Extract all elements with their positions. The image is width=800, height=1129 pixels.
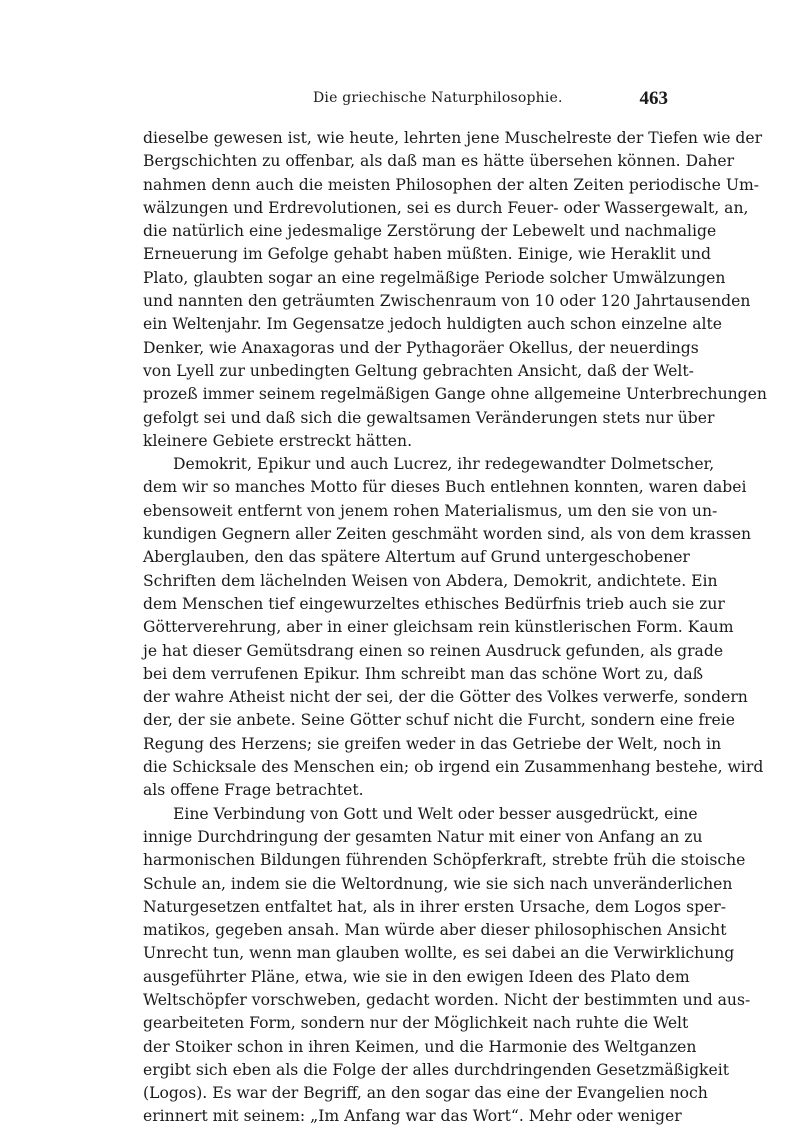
text-line: gefolgt sei und daß sich die gewaltsamen Veränderungen stets nur über xyxy=(143,408,715,427)
text-line: Denker, wie Anaxagoras und der Pythagoräer Okellus, der neuerdings xyxy=(143,338,699,357)
text-line: Unrecht tun, wenn man glauben wollte, es sei dabei an die Verwirklichung xyxy=(143,944,735,963)
text-line: Aberglauben, den das spätere Altertum auf Grund untergeschobener xyxy=(143,548,690,567)
text-line: von Lyell zur unbedingten Geltung gebrachten Ansicht, daß der Welt- xyxy=(143,361,694,380)
text-line: kundigen Gegnern aller Zeiten geschmäht worden sind, als von dem krassen xyxy=(143,525,752,544)
text-line: je hat dieser Gemütsdrang einen so reinen Ausdruck gefunden, als grade xyxy=(143,641,724,660)
text-line: dem Menschen tief eingewurzeltes ethisches Bedürfnis trieb auch sie zur xyxy=(143,594,725,613)
text-line: bei dem verrufenen Epikur. Ihm schreibt man das schöne Wort zu, daß xyxy=(143,664,704,683)
text-line: die natürlich eine jedesmalige Zerstörung der Lebewelt und nachmalige xyxy=(143,222,717,241)
text-line: ergibt sich eben als die Folge der alles durchdringenden Gesetzmäßigkeit xyxy=(143,1060,729,1079)
text-line: erinnert mit seinem: „Im Anfang war das Wort“. Mehr oder weniger xyxy=(143,1107,682,1126)
text-line: Schule an, indem sie die Weltordnung, wie sie sich nach unveränderlichen xyxy=(143,874,733,893)
text-line: nahmen denn auch die meisten Philosophen der alten Zeiten periodische Um- xyxy=(143,175,760,194)
text-line: und nannten den geträumten Zwischenraum von 10 oder 120 Jahrtausenden xyxy=(143,292,751,311)
running-title: Die griechische Naturphilosophie. xyxy=(313,90,563,106)
text-line: Eine Verbindung von Gott und Welt oder besser ausgedrückt, eine xyxy=(173,804,698,823)
text-line: dieselbe gewesen ist, wie heute, lehrten jene Muschelreste der Tiefen wie der xyxy=(143,129,763,147)
text-line: gearbeiteten Form, sondern nur der Möglichkeit nach ruhte die Welt xyxy=(143,1014,689,1033)
text-line: kleinere Gebiete erstreckt hätten. xyxy=(143,431,413,450)
page-number: 463 xyxy=(639,88,668,109)
text-line: dem wir so manches Motto für dieses Buch entlehnen konnten, waren dabei xyxy=(143,478,747,497)
paragraph xyxy=(143,453,764,802)
text-line: innige Durchdringung der gesamten Natur mit einer von Anfang an zu xyxy=(143,827,703,846)
text-line: harmonischen Bildungen führenden Schöpferkraft, strebte früh die stoische xyxy=(143,851,746,870)
text-line: (Logos). Es war der Begriff, an den sogar das eine der Evangelien noch xyxy=(143,1084,708,1103)
text-line: Weltschöpfer vorschweben, gedacht worden. Nicht der bestimmten und aus- xyxy=(143,990,751,1009)
text-line: ausgeführter Pläne, etwa, wie sie in den ewigen Ideen des Plato dem xyxy=(143,967,690,986)
paragraph xyxy=(143,127,767,453)
text-line: Demokrit, Epikur und auch Lucrez, ihr redegewandter Dolmetscher, xyxy=(173,455,715,474)
body-text xyxy=(143,127,767,1129)
text-line: Naturgesetzen entfaltet hat, als in ihrer ersten Ursache, dem Logos sper- xyxy=(143,897,726,916)
text-line: der Stoiker schon in ihren Keimen, und die Harmonie des Weltganzen xyxy=(143,1037,697,1056)
text-line: prozeß immer seinem regelmäßigen Gange ohne allgemeine Unterbrechungen xyxy=(143,385,767,404)
text-line: Götterverehrung, aber in einer gleichsam rein künstlerischen Form. Kaum xyxy=(143,618,734,637)
text-line: Regung des Herzens; sie greifen weder in das Getriebe der Welt, noch in xyxy=(143,734,722,753)
text-line: der, der sie anbete. Seine Götter schuf nicht die Furcht, sondern eine freie xyxy=(143,711,735,730)
text-line: Erneuerung im Gefolge gehabt haben müßten. Einige, wie Heraklit und xyxy=(143,245,711,264)
running-head xyxy=(143,88,668,112)
text-line: wälzungen und Erdrevolutionen, sei es durch Feuer- oder Wassergewalt, an, xyxy=(143,198,749,217)
text-line: der wahre Atheist nicht der sei, der die Götter des Volkes verwerfe, sondern xyxy=(143,688,748,707)
paragraph xyxy=(143,803,751,1129)
text-line: matikos, gegeben ansah. Man würde aber dieser philosophischen Ansicht xyxy=(143,921,727,940)
text-line: Schriften dem lächelnden Weisen von Abdera, Demokrit, andichtete. Ein xyxy=(143,571,718,590)
text-line: ebensoweit entfernt von jenem rohen Materialismus, um den sie von un- xyxy=(143,501,718,520)
text-line: ein Weltenjahr. Im Gegensatze jedoch huldigten auch schon einzelne alte xyxy=(143,315,722,334)
text-line: Bergschichten zu offenbar, als daß man es hätte übersehen können. Daher xyxy=(143,152,735,171)
text-line: die Schicksale des Menschen ein; ob irgend ein Zusammenhang bestehe, wird xyxy=(143,758,764,777)
text-line: Plato, glaubten sogar an eine regelmäßige Periode solcher Umwälzungen xyxy=(143,268,726,287)
text-line: als offene Frage betrachtet. xyxy=(143,781,364,800)
